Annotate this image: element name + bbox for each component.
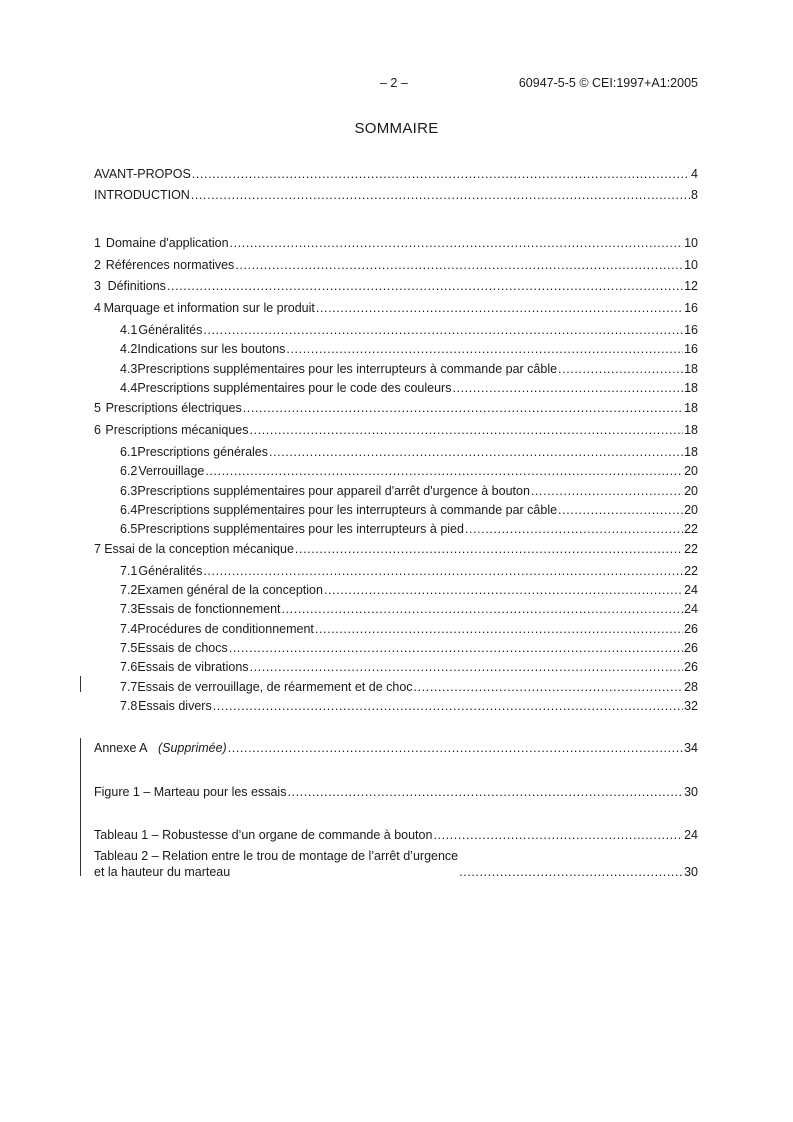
toc-entry-4-2[interactable] [120, 341, 698, 357]
toc-entry-7-3[interactable] [120, 601, 698, 617]
toc-entry-page: 24 [684, 828, 698, 842]
page-title: SOMMAIRE [354, 120, 439, 137]
toc-entry-label: Prescriptions supplémentaires pour le code des couleurs [137, 381, 452, 395]
toc-entry-7-1[interactable] [120, 563, 698, 579]
toc-entry-7[interactable] [94, 541, 698, 557]
toc-entry-number: 1 [94, 236, 101, 250]
toc-entry-label: AVANT-PROPOS [94, 167, 191, 181]
toc-entry-number: 6 [94, 423, 101, 437]
toc-entry-page: 24 [684, 602, 698, 616]
toc-entry-7-7[interactable] [120, 679, 698, 695]
toc-entry-number: 2 [94, 258, 101, 272]
toc-entry-number: 4.4 [120, 381, 138, 395]
toc-entry-label: Généralités [138, 323, 203, 337]
toc-entry-4-4[interactable] [120, 380, 698, 396]
toc-entry-page: 10 [684, 258, 698, 272]
toc-entry-number: 6.2 [120, 464, 138, 478]
toc-entry-page: 18 [684, 401, 698, 415]
toc-entry-number: 7.7 [120, 680, 138, 694]
page-header-reference: 60947-5-5 © CEI:1997+A1:2005 [518, 76, 698, 90]
toc-entry-label: Domaine d'application [105, 236, 229, 250]
toc-entry-label: Examen général de la conception [137, 583, 323, 597]
toc-entry-number: 7.1 [120, 564, 138, 578]
toc-entry-tableau-2[interactable] [94, 848, 698, 880]
toc-entry-4[interactable] [94, 300, 698, 316]
toc-entry-number: 4.1 [120, 323, 138, 337]
toc-entry-1[interactable] [94, 235, 698, 251]
toc-entry-label: Essais de chocs [137, 641, 228, 655]
toc-entry-page: 4 [691, 167, 698, 181]
toc-entry-page: 28 [684, 680, 698, 694]
toc-entry-6-4[interactable] [120, 502, 698, 518]
toc-entry-7-5[interactable] [120, 640, 698, 656]
toc-entry-label: Figure 1 – Marteau pour les essais [94, 785, 287, 799]
toc-entry-page: 30 [684, 785, 698, 799]
toc-entry-label: Prescriptions générales [137, 445, 269, 459]
toc-entry-6[interactable] [94, 422, 698, 438]
toc-entry-page: 22 [684, 542, 698, 556]
toc-entry-label: INTRODUCTION [94, 188, 190, 202]
toc-entry-7-6[interactable] [120, 659, 698, 675]
toc-entry-4-3[interactable] [120, 361, 698, 377]
toc-entry-label: Essais de fonctionnement [137, 602, 281, 616]
toc-entry-7-8[interactable] [120, 698, 698, 714]
toc-entry-number: 7.6 [120, 660, 138, 674]
revision-change-bar [80, 738, 81, 876]
toc-entry-page: 26 [684, 641, 698, 655]
toc-entry-label: Définitions [107, 279, 166, 293]
toc-entry-page: 20 [684, 503, 698, 517]
toc-entry-page: 18 [684, 423, 698, 437]
toc-entry-number: 7.5 [120, 641, 138, 655]
toc-entry-label: Prescriptions supplémentaires pour les interrupteurs à commande par câble [137, 503, 558, 517]
toc-entry-page: 8 [691, 188, 698, 202]
toc-entry-number: 7.4 [120, 622, 138, 636]
toc-entry-number: 7.2 [120, 583, 138, 597]
toc-entry-number: 3 [94, 279, 101, 293]
toc-entry-number: 6.3 [120, 484, 138, 498]
toc-entry-5[interactable] [94, 400, 698, 416]
toc-entry-page: 20 [684, 464, 698, 478]
toc-entry-number: 4 [94, 301, 101, 315]
toc-entry-label: Références normatives [105, 258, 235, 272]
toc-entry-7-4[interactable] [120, 621, 698, 637]
toc-entry-number: 4.2 [120, 342, 138, 356]
toc-entry-label: Prescriptions supplémentaires pour appareil d'arrêt d'urgence à bouton [137, 484, 530, 498]
toc-entry-page: 34 [684, 741, 698, 755]
toc-entry-number: 5 [94, 401, 101, 415]
toc-entry-page: 22 [684, 522, 698, 536]
toc-entry-number: 4.3 [120, 362, 138, 376]
toc-entry-label: Essais de vibrations [137, 660, 249, 674]
toc-entry-2[interactable] [94, 257, 698, 273]
toc-entry-page: 18 [684, 381, 698, 395]
toc-entry-label: Tableau 1 – Robustesse d’un organe de commande à bouton [94, 828, 433, 842]
toc-entry-6-5[interactable] [120, 521, 698, 537]
toc-entry-number: 7 [94, 542, 101, 556]
toc-entry-label: Marquage et information sur le produit [103, 301, 315, 315]
toc-entry-page: 16 [684, 301, 698, 315]
toc-entry-label: Annexe A (Supprimée) [94, 741, 227, 755]
toc-entry-label: Prescriptions supplémentaires pour les interrupteurs à commande par câble [137, 362, 558, 376]
toc-entry-page: 12 [684, 279, 698, 293]
toc-entry-4-1[interactable] [120, 322, 698, 338]
toc-entry-6-1[interactable] [120, 444, 698, 460]
toc-entry-label: Indications sur les boutons [137, 342, 286, 356]
toc-entry-page: 24 [684, 583, 698, 597]
toc-entry-label: Verrouillage [138, 464, 205, 478]
page-header-number: – 2 – [380, 76, 408, 90]
toc-entry-label: Prescriptions électriques [105, 401, 242, 415]
toc-entry-introduction[interactable] [94, 187, 698, 203]
revision-change-bar [80, 676, 81, 692]
toc-entry-number: 7.8 [120, 699, 138, 713]
toc-entry-label: Généralités [138, 564, 203, 578]
toc-entry-page: 30 [684, 865, 698, 879]
toc-entry-figure-1[interactable] [94, 784, 698, 800]
toc-entry-6-3[interactable] [120, 483, 698, 499]
toc-entry-label: Essais divers [138, 699, 212, 713]
toc-entry-6-2[interactable] [120, 463, 698, 479]
toc-entry-label: Prescriptions mécaniques [105, 423, 249, 437]
toc-entry-page: 20 [684, 484, 698, 498]
toc-entry-tableau-1[interactable] [94, 827, 698, 843]
toc-entry-7-2[interactable] [120, 582, 698, 598]
toc-entry-3[interactable] [94, 278, 698, 294]
toc-entry-page: 26 [684, 660, 698, 674]
toc-entry-page: 32 [684, 699, 698, 713]
annex-note: (Supprimée) [157, 741, 227, 755]
toc-entry-number: 7.3 [120, 602, 138, 616]
toc-entry-label: Procédures de conditionnement [137, 622, 314, 636]
toc-entry-label: Essai de la conception mécanique [104, 542, 294, 556]
toc-entry-number: 6.4 [120, 503, 138, 517]
toc-entry-page: 16 [684, 323, 698, 337]
toc-entry-page: 26 [684, 622, 698, 636]
toc-entry-page: 18 [684, 445, 698, 459]
toc-entry-page: 22 [684, 564, 698, 578]
toc-entry-number: 6.1 [120, 445, 138, 459]
toc-entry-label: Essais de verrouillage, de réarmement et de choc [137, 680, 413, 694]
toc-entry-label: Tableau 2 – Relation entre le trou de montage de l’arrêt d’urgence et la hauteur du marteau [94, 849, 459, 879]
toc-entry-avant-propos[interactable] [94, 166, 698, 182]
toc-entry-annex-a[interactable] [94, 740, 698, 756]
toc-entry-number: 6.5 [120, 522, 138, 536]
toc-entry-page: 18 [684, 362, 698, 376]
toc-entry-page: 16 [684, 342, 698, 356]
toc-entry-page: 10 [684, 236, 698, 250]
toc-entry-label: Prescriptions supplémentaires pour les interrupteurs à pied [137, 522, 464, 536]
